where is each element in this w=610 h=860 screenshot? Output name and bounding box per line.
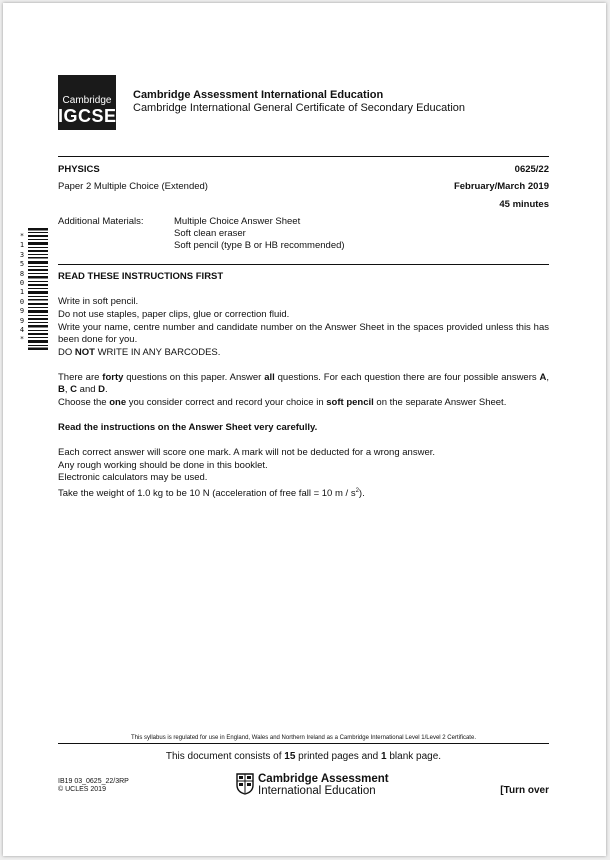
barcode xyxy=(26,228,54,350)
subject: PHYSICS xyxy=(58,164,100,175)
paper-title: Paper 2 Multiple Choice (Extended) xyxy=(58,181,208,192)
instruction-line: Any rough working should be done in this booklet. xyxy=(58,460,268,471)
materials-label: Additional Materials: xyxy=(58,216,144,227)
materials-item: Soft pencil (type B or HB recommended) xyxy=(174,240,345,251)
instructions-heading: READ THESE INSTRUCTIONS FIRST xyxy=(58,271,224,282)
footer-org-line2: International Education xyxy=(258,785,376,797)
instruction-line: Electronic calculators may be used. xyxy=(58,472,208,483)
org-name: Cambridge Assessment International Education xyxy=(133,89,384,101)
divider-top xyxy=(58,156,549,157)
exam-duration: 45 minutes xyxy=(499,199,549,210)
exam-session: February/March 2019 xyxy=(453,181,549,192)
barcode-number: *1358010994* xyxy=(19,232,25,344)
paper-code: 0625/22 xyxy=(514,164,549,175)
turn-over: [Turn over xyxy=(500,785,549,796)
syllabus-note: This syllabus is regulated for use in England, Wales and Northern Ireland as a Cambridge International Level 1/Level 2 Certificate. xyxy=(131,735,476,741)
instruction-line: DO NOT WRITE IN ANY BARCODES. xyxy=(58,347,221,358)
copyright: © UCLES 2019 xyxy=(58,786,106,793)
page-count: This document consists of 15 printed pages and 1 blank page. xyxy=(165,751,442,762)
logo-line1: Cambridge xyxy=(62,95,112,106)
instruction-line: Write your name, centre number and candidate number on the Answer Sheet in the spaces provided unless this has been done for you. xyxy=(58,322,549,346)
instruction-line: Do not use staples, paper clips, glue or correction fluid. xyxy=(58,309,290,320)
qualification-name: Cambridge International General Certificate of Secondary Education xyxy=(133,102,466,114)
divider-instructions xyxy=(58,264,549,265)
instruction-line: Write in soft pencil. xyxy=(58,296,139,307)
materials-item: Multiple Choice Answer Sheet xyxy=(174,216,301,227)
instruction-line: Read the instructions on the Answer Sheet very carefully. xyxy=(58,422,318,433)
paper-reference: IB19 03_0625_22/3RP xyxy=(58,778,129,785)
instruction-line: Take the weight of 1.0 kg to be 10 N (acceleration of free fall = 10 m / $s^2$). xyxy=(58,488,365,500)
cambridge-igcse-logo xyxy=(58,75,116,130)
materials-item: Soft clean eraser xyxy=(174,228,246,239)
instruction-line: Each correct answer will score one mark. A mark will not be deducted for a wrong answer. xyxy=(58,447,436,458)
logo-line2: IGCSE xyxy=(58,106,117,126)
instruction-paragraph: There are forty questions on this paper. Answer all questions. For each question there are four possible answers A, B, C and D. xyxy=(58,372,550,396)
crest-icon xyxy=(236,773,254,795)
divider-footer xyxy=(58,743,549,744)
instruction-line: Choose the one you consider correct and record your choice in soft pencil on the separate Answer Sheet. xyxy=(58,397,507,408)
footer-org-line1: Cambridge Assessment xyxy=(258,773,389,785)
